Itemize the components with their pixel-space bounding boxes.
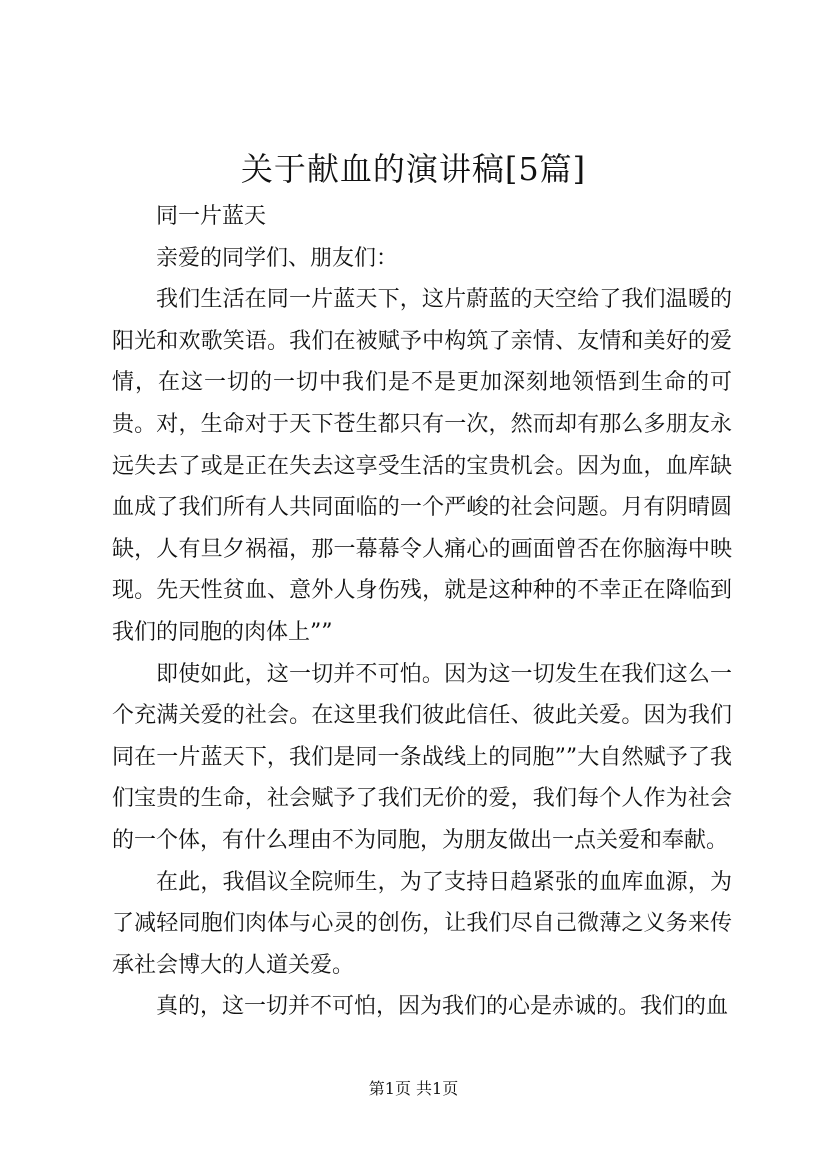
salutation-paragraph: 亲爱的同学们、朋友们： xyxy=(156,245,399,271)
subtitle-paragraph: 同一片蓝天 xyxy=(156,204,267,229)
body-paragraph: 我们生活在同一片蓝天下，这片蔚蓝的天空给了我们温暖的阳光和欢歌笑语。我们在被赋予中构筑了亲情、友情和美好的爱情，在这一切的一切中我们是不是更加深刻地领悟到生命的可贵。对，生命对于天下苍生都只有一次，然而却有那么多朋友永远失去了或是正在失去这享受生活的宝贵机会。因为血，血库缺血成了我们所有人共同面临的一个严峻的社会问题。月有阴晴圆缺，人有旦夕祸福，那一幕幕令人痛心的画面曾否在你脑海中映现。先天性贫血、意外人身伤残，就是这种种的不幸正在降临到我们的同胞的肉体上”” xyxy=(112,287,732,645)
page-footer: 第1页 共1页 xyxy=(368,1079,459,1098)
document-body xyxy=(112,196,732,1028)
body-paragraph: 在此，我倡议全院师生，为了支持日趋紧张的血库血源，为了减轻同胞们肉体与心灵的创伤，让我们尽自己微薄之义务来传承社会博大的人道关爱。 xyxy=(112,869,732,978)
body-paragraph: 真的，这一切并不可怕，因为我们的心是赤诚的。我们的血 xyxy=(156,994,729,1020)
body-paragraph: 即使如此，这一切并不可怕。因为这一切发生在我们这么一个充满关爱的社会。在这里我们彼此信任、彼此关爱。因为我们同在一片蓝天下，我们是同一条战线上的同胞””大自然赋予了我们宝贵的生命，社会赋予了我们无价的爱，我们每个人作为社会的一个体，有什么理由不为同胞，为朋友做出一点关爱和奉献。 xyxy=(112,661,732,853)
document-title: 关于献血的演讲稿[5篇] xyxy=(240,150,587,188)
